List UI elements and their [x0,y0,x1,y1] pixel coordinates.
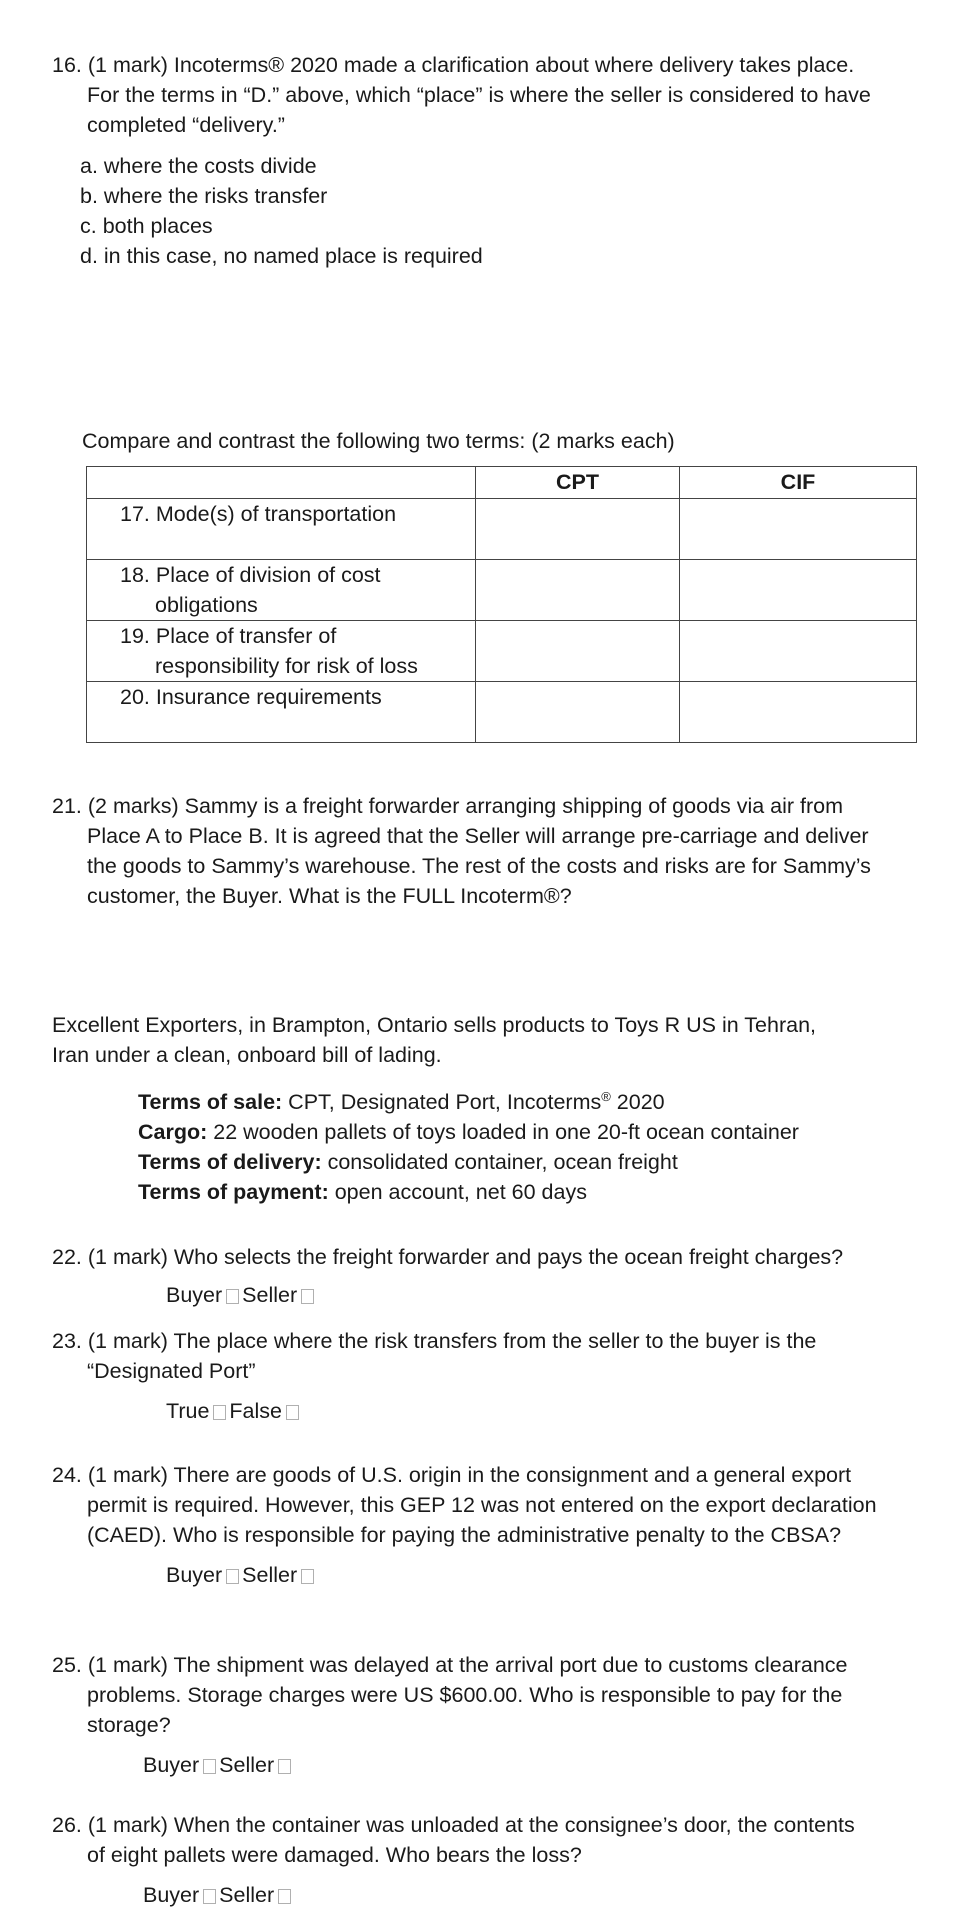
cpt-answer-cell[interactable] [476,499,680,560]
q24-buyer-label: Buyer [166,1563,223,1587]
cpt-answer-cell[interactable] [476,560,680,621]
q25-answer [143,1750,294,1780]
q23-false-label: False [229,1399,282,1423]
scenario-line2: Iran under a clean, onboard bill of lading. [52,1043,442,1067]
q21-line4: customer, the Buyer. What is the FULL Incoterm®? [87,884,572,908]
q22-buyer-label: Buyer [166,1283,223,1307]
question-26 [52,1810,932,1870]
q24-seller-label: Seller [242,1563,298,1587]
terms-of-delivery-label: Terms of delivery: [138,1150,322,1174]
q23-false-checkbox[interactable] [286,1405,299,1420]
q16-option-d: d. in this case, no named place is required [80,244,483,268]
q25-seller-label: Seller [219,1753,275,1777]
scenario-line1: Excellent Exporters, in Brampton, Ontario sells products to Toys R US in Tehran, [52,1013,816,1037]
cpt-answer-cell[interactable] [476,621,680,682]
q25-line2: problems. Storage charges were US $600.00. Who is responsible to pay for the [87,1683,843,1707]
question-16 [52,50,932,140]
table-row [87,682,917,743]
q16-option-b: b. where the risks transfer [80,184,328,208]
cif-answer-cell[interactable] [680,499,917,560]
question-21 [52,791,932,911]
q23-answer [166,1396,302,1426]
q23-true-checkbox[interactable] [213,1405,226,1420]
q21-line3: the goods to Sammy’s warehouse. The rest of the costs and risks are for Sammy’s [87,854,871,878]
compare-header-row [87,467,917,499]
header-blank [87,467,476,499]
compare-intro: Compare and contrast the following two terms: (2 marks each) [82,429,675,453]
header-cpt: CPT [476,467,680,499]
q26-line1: 26. (1 mark) When the container was unloaded at the consignee’s door, the contents [52,1813,855,1837]
cpt-answer-cell[interactable] [476,682,680,743]
q24-line2: permit is required. However, this GEP 12 was not entered on the export declaration [87,1493,877,1517]
cif-answer-cell[interactable] [680,621,917,682]
table-row [87,499,917,560]
q22-seller-label: Seller [242,1283,298,1307]
row-label-line2: obligations [155,593,258,617]
q22-buyer-checkbox[interactable] [226,1289,239,1304]
q25-line3: storage? [87,1713,171,1737]
q24-seller-checkbox[interactable] [301,1569,314,1584]
q26-buyer-checkbox[interactable] [203,1889,216,1904]
row-label [87,621,476,682]
terms-of-sale-value: CPT, Designated Port, Incoterms [282,1090,602,1114]
q16-line3: completed “delivery.” [87,113,285,137]
question-24 [52,1460,932,1550]
terms-of-sale [138,1087,799,1117]
table-row [87,560,917,621]
q16-options [80,151,483,271]
terms-of-sale-year: 2020 [610,1090,665,1114]
q21-line1: 21. (2 marks) Sammy is a freight forwarder arranging shipping of goods via air from [52,794,844,818]
row-label [87,499,476,560]
cargo-label: Cargo: [138,1120,208,1144]
row-label [87,560,476,621]
question-25 [52,1650,932,1740]
row-label-line2: responsibility for risk of loss [155,654,418,678]
q24-buyer-checkbox[interactable] [226,1569,239,1584]
q23-line2: “Designated Port” [87,1359,256,1383]
terms-of-sale-label: Terms of sale: [138,1090,283,1114]
terms-of-payment-label: Terms of payment: [138,1180,329,1204]
q26-seller-checkbox[interactable] [278,1889,291,1904]
q24-answer [166,1560,317,1590]
terms-of-payment-value: open account, net 60 days [328,1180,587,1204]
q25-line1: 25. (1 mark) The shipment was delayed at the arrival port due to customs clearance [52,1653,848,1677]
q22-answer [166,1280,317,1310]
header-cif: CIF [680,467,917,499]
q22-seller-checkbox[interactable] [301,1289,314,1304]
scenario-terms [138,1087,799,1207]
row-label-line1: 20. Insurance requirements [120,685,382,709]
q16-line2: For the terms in “D.” above, which “place” is where the seller is considered to have [87,83,871,107]
scenario-intro [52,1010,932,1070]
question-23 [52,1326,932,1386]
q26-buyer-label: Buyer [143,1883,200,1907]
q24-line3: (CAED). Who is responsible for paying the administrative penalty to the CBSA? [87,1523,842,1547]
q16-option-a: a. where the costs divide [80,154,317,178]
q26-seller-label: Seller [219,1883,275,1907]
registered-mark: ® [601,1088,611,1104]
q24-line1: 24. (1 mark) There are goods of U.S. origin in the consignment and a general export [52,1463,852,1487]
q25-buyer-label: Buyer [143,1753,200,1777]
row-label-line1: 17. Mode(s) of transportation [120,502,397,526]
table-row [87,621,917,682]
q25-buyer-checkbox[interactable] [203,1759,216,1774]
cargo-value: 22 wooden pallets of toys loaded in one 20-ft ocean container [207,1120,799,1144]
terms-of-delivery [138,1147,799,1177]
cif-answer-cell[interactable] [680,560,917,621]
q26-line2: of eight pallets were damaged. Who bears the loss? [87,1843,582,1867]
row-label [87,682,476,743]
q16-option-c: c. both places [80,214,213,238]
q25-seller-checkbox[interactable] [278,1759,291,1774]
q22-line1: 22. (1 mark) Who selects the freight forwarder and pays the ocean freight charges? [52,1245,844,1269]
q16-line1: 16. (1 mark) Incoterms® 2020 made a clarification about where delivery takes place. [52,53,855,77]
terms-of-delivery-value: consolidated container, ocean freight [321,1150,678,1174]
q23-line1: 23. (1 mark) The place where the risk transfers from the seller to the buyer is the [52,1329,817,1353]
compare-table [86,466,917,743]
q21-line2: Place A to Place B. It is agreed that the Seller will arrange pre-carriage and deliver [87,824,869,848]
cargo [138,1117,799,1147]
q26-answer [143,1880,294,1910]
cif-answer-cell[interactable] [680,682,917,743]
terms-of-payment [138,1177,799,1207]
row-label-line1: 18. Place of division of cost [120,563,381,587]
q23-true-label: True [166,1399,210,1423]
question-22 [52,1242,932,1272]
row-label-line1: 19. Place of transfer of [120,624,337,648]
